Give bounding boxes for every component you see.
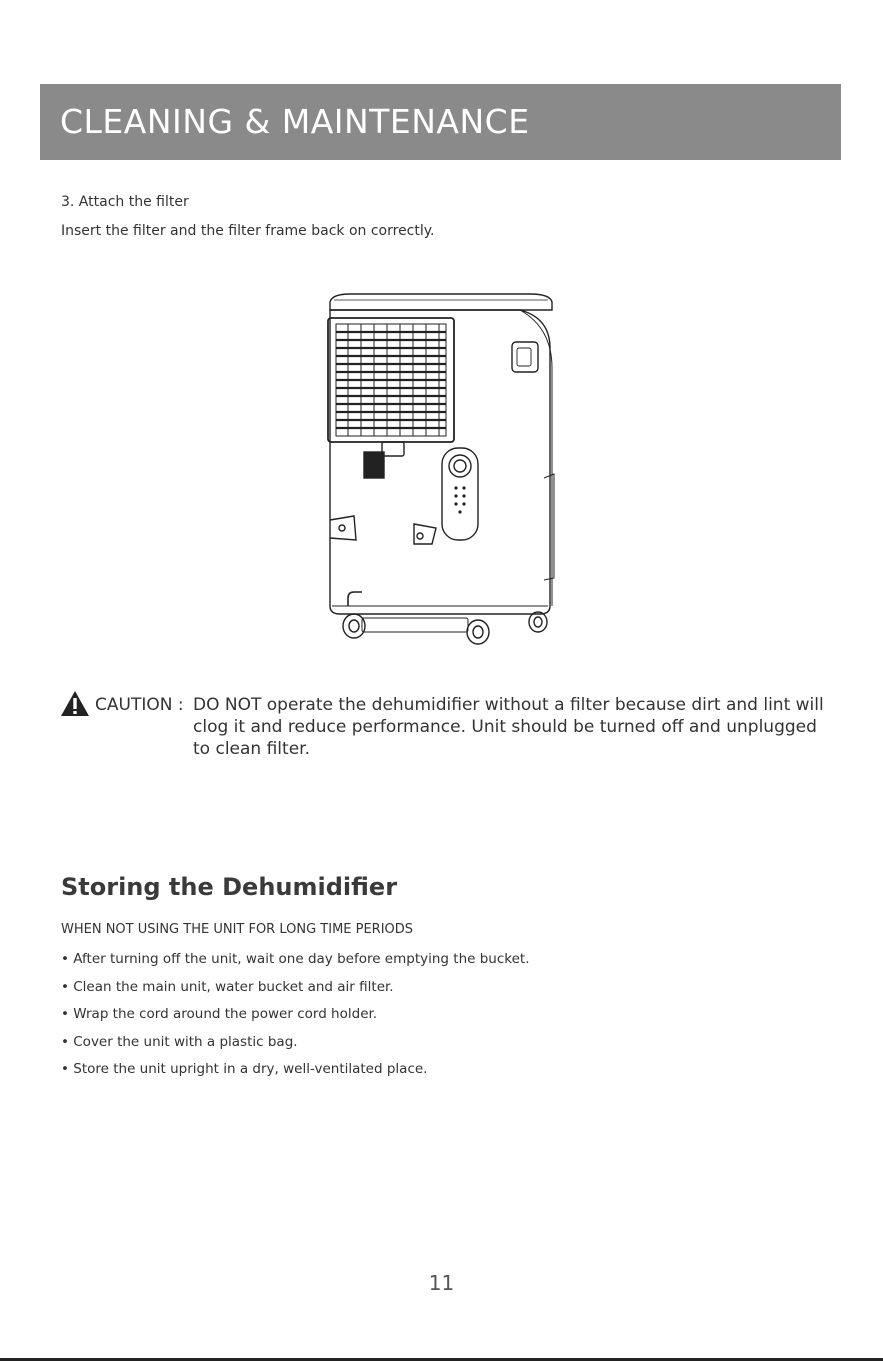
unit-top-cap bbox=[330, 294, 552, 310]
list-item: • Store the unit upright in a dry, well-ventilated place. bbox=[61, 1061, 428, 1077]
storing-section-title: Storing the Dehumidifier bbox=[61, 873, 398, 901]
warning-triangle-icon bbox=[60, 690, 90, 717]
control-panel bbox=[442, 448, 478, 540]
rating-label bbox=[364, 452, 384, 478]
step-description: Insert the filter and the filter frame back on correctly. bbox=[61, 223, 435, 239]
storing-instructions-list bbox=[61, 948, 530, 1086]
list-item: • After turning off the unit, wait one day before emptying the bucket. bbox=[61, 951, 530, 967]
side-handle bbox=[512, 342, 538, 372]
wheel-front-right bbox=[467, 620, 489, 644]
section-header-band bbox=[40, 84, 841, 160]
list-item: • Wrap the cord around the power cord holder. bbox=[61, 1006, 378, 1022]
storing-section-subtitle: WHEN NOT USING THE UNIT FOR LONG TIME PERIODS bbox=[61, 922, 414, 937]
section-header-title: CLEANING & MAINTENANCE bbox=[60, 102, 530, 141]
list-item: • Cover the unit with a plastic bag. bbox=[61, 1033, 298, 1050]
wheel-rear-right bbox=[529, 612, 547, 632]
bottom-rule bbox=[0, 1358, 883, 1361]
list-item: • Clean the main unit, water bucket and air filter. bbox=[61, 978, 394, 995]
caution-label: CAUTION : bbox=[95, 695, 184, 715]
cord-hook-left bbox=[330, 516, 356, 540]
page-number: 11 bbox=[428, 1271, 455, 1295]
filter-tab bbox=[382, 442, 404, 456]
step-title: 3. Attach the filter bbox=[61, 194, 189, 210]
dehumidifier-illustration bbox=[320, 288, 560, 650]
caution-text: DO NOT operate the dehumidifier without a filter because dirt and lint will clog it and reduce performance. Unit should be turned off and unplugged to clean filter. bbox=[193, 695, 824, 759]
